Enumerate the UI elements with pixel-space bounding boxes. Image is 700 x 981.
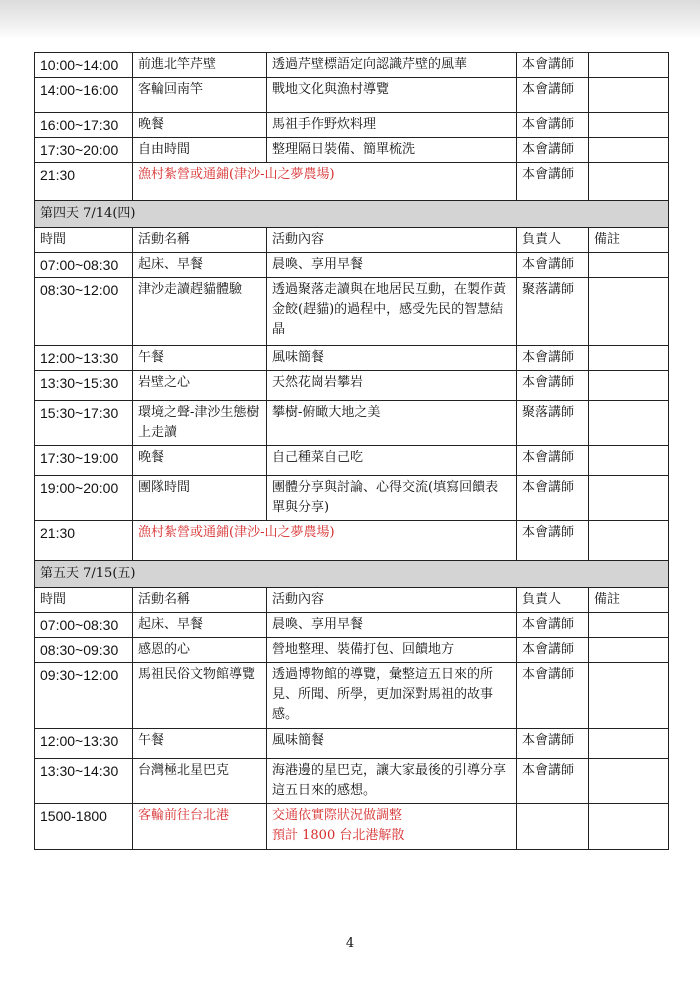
schedule-row <box>35 663 669 729</box>
note-cell <box>589 663 669 729</box>
note-cell <box>589 759 669 804</box>
note-cell <box>589 78 669 113</box>
content-cell: 自己種菜自己吃 <box>267 446 517 476</box>
schedule-row <box>35 476 669 521</box>
person-cell: 本會講師 <box>517 613 589 638</box>
header-person: 負責人 <box>517 588 589 613</box>
schedule-row <box>35 401 669 446</box>
header-content: 活動內容 <box>267 228 517 253</box>
content-cell: 風味簡餐 <box>267 729 517 759</box>
time-cell: 21:30 <box>35 521 133 561</box>
scan-top-shadow <box>0 0 700 40</box>
person-cell: 本會講師 <box>517 346 589 371</box>
schedule-row <box>35 521 669 561</box>
activity-cell: 漁村紮營或通鋪(津沙-山之夢農場) <box>133 521 517 561</box>
activity-cell: 晚餐 <box>133 113 267 138</box>
time-cell: 12:00~13:30 <box>35 346 133 371</box>
page-number: 4 <box>345 936 355 951</box>
content-cell: 風味簡餐 <box>267 346 517 371</box>
time-cell: 14:00~16:00 <box>35 78 133 113</box>
content-cell: 透過芹壁標語定向認識芹壁的風華 <box>267 53 517 78</box>
activity-cell: 自由時間 <box>133 138 267 163</box>
time-cell: 07:00~08:30 <box>35 253 133 278</box>
note-cell <box>589 53 669 78</box>
note-cell <box>589 638 669 663</box>
content-cell: 團體分享與討論、心得交流(填寫回饋表單與分享) <box>267 476 517 521</box>
day-title-row <box>35 201 669 228</box>
time-cell: 10:00~14:00 <box>35 53 133 78</box>
note-cell <box>589 729 669 759</box>
time-cell: 08:30~09:30 <box>35 638 133 663</box>
activity-cell: 漁村紮營或通鋪(津沙-山之夢農場) <box>133 163 517 201</box>
activity-cell: 馬祖民俗文物館導覽 <box>133 663 267 729</box>
content-cell: 海港邊的星巴克，讓大家最後的引導分享這五日來的感想。 <box>267 759 517 804</box>
note-cell <box>589 613 669 638</box>
time-cell: 17:30~20:00 <box>35 138 133 163</box>
person-cell: 本會講師 <box>517 446 589 476</box>
schedule-row <box>35 729 669 759</box>
schedule-row <box>35 53 669 78</box>
content-cell: 天然花崗岩攀岩 <box>267 371 517 401</box>
header-activity: 活動名稱 <box>133 228 267 253</box>
day-title: 第五天 7/15(五) <box>35 561 669 588</box>
schedule-table <box>34 52 669 850</box>
person-cell: 本會講師 <box>517 663 589 729</box>
activity-cell: 午餐 <box>133 729 267 759</box>
activity-cell: 台灣極北星巴克 <box>133 759 267 804</box>
activity-cell: 津沙走讀趕貓體驗 <box>133 278 267 346</box>
person-cell: 本會講師 <box>517 53 589 78</box>
activity-cell: 起床、早餐 <box>133 613 267 638</box>
schedule-row <box>35 759 669 804</box>
schedule-row <box>35 163 669 201</box>
note-cell <box>589 401 669 446</box>
note-cell <box>589 521 669 561</box>
time-cell: 12:00~13:30 <box>35 729 133 759</box>
time-cell: 15:30~17:30 <box>35 401 133 446</box>
schedule-row <box>35 113 669 138</box>
time-cell: 19:00~20:00 <box>35 476 133 521</box>
header-time: 時間 <box>35 588 133 613</box>
schedule-row <box>35 138 669 163</box>
activity-cell: 岩壁之心 <box>133 371 267 401</box>
header-content: 活動內容 <box>267 588 517 613</box>
activity-cell: 前進北竿芹壁 <box>133 53 267 78</box>
note-cell <box>589 371 669 401</box>
person-cell: 本會講師 <box>517 113 589 138</box>
person-cell: 本會講師 <box>517 371 589 401</box>
note-cell <box>589 278 669 346</box>
time-cell: 17:30~19:00 <box>35 446 133 476</box>
content-cell: 晨喚、享用早餐 <box>267 253 517 278</box>
day-title: 第四天 7/14(四) <box>35 201 669 228</box>
content-cell: 透過聚落走讀與在地居民互動，在製作黃金餃(趕貓)的過程中，感受先民的智慧結晶 <box>267 278 517 346</box>
schedule-row <box>35 371 669 401</box>
person-cell: 本會講師 <box>517 521 589 561</box>
day-title-row <box>35 561 669 588</box>
person-cell: 本會講師 <box>517 78 589 113</box>
note-cell <box>589 163 669 201</box>
activity-cell: 客輪前往台北港 <box>133 804 267 850</box>
note-cell <box>589 346 669 371</box>
person-cell: 本會講師 <box>517 138 589 163</box>
schedule-row <box>35 446 669 476</box>
schedule-row <box>35 804 669 850</box>
note-cell <box>589 253 669 278</box>
activity-cell: 感恩的心 <box>133 638 267 663</box>
content-cell: 晨喚、享用早餐 <box>267 613 517 638</box>
schedule-row <box>35 278 669 346</box>
note-cell <box>589 804 669 850</box>
time-cell: 1500-1800 <box>35 804 133 850</box>
person-cell <box>517 804 589 850</box>
header-time: 時間 <box>35 228 133 253</box>
person-cell: 聚落講師 <box>517 278 589 346</box>
activity-cell: 客輪回南竿 <box>133 78 267 113</box>
schedule-row <box>35 638 669 663</box>
note-cell <box>589 138 669 163</box>
time-cell: 21:30 <box>35 163 133 201</box>
content-cell: 攀樹-俯瞰大地之美 <box>267 401 517 446</box>
content-cell: 整理隔日裝備、簡單梳洗 <box>267 138 517 163</box>
content-cell: 戰地文化與漁村導覽 <box>267 78 517 113</box>
activity-cell: 環境之聲-津沙生態樹上走讀 <box>133 401 267 446</box>
schedule-row <box>35 253 669 278</box>
note-cell <box>589 476 669 521</box>
person-cell: 本會講師 <box>517 759 589 804</box>
content-cell: 交通依實際狀況做調整 預計 1800 台北港解散 <box>267 804 517 850</box>
schedule-row <box>35 346 669 371</box>
content-cell: 透過博物館的導覽，彙整這五日來的所見、所聞、所學，更加深對馬祖的故事感。 <box>267 663 517 729</box>
person-cell: 本會講師 <box>517 163 589 201</box>
note-cell <box>589 113 669 138</box>
time-cell: 13:30~14:30 <box>35 759 133 804</box>
content-cell: 營地整理、裝備打包、回饋地方 <box>267 638 517 663</box>
person-cell: 本會講師 <box>517 476 589 521</box>
schedule-row <box>35 613 669 638</box>
note-cell <box>589 446 669 476</box>
time-cell: 09:30~12:00 <box>35 663 133 729</box>
time-cell: 13:30~15:30 <box>35 371 133 401</box>
time-cell: 08:30~12:00 <box>35 278 133 346</box>
header-row <box>35 228 669 253</box>
activity-cell: 午餐 <box>133 346 267 371</box>
header-activity: 活動名稱 <box>133 588 267 613</box>
time-cell: 16:00~17:30 <box>35 113 133 138</box>
time-cell: 07:00~08:30 <box>35 613 133 638</box>
person-cell: 本會講師 <box>517 253 589 278</box>
activity-cell: 起床、早餐 <box>133 253 267 278</box>
schedule-row <box>35 78 669 113</box>
person-cell: 本會講師 <box>517 729 589 759</box>
person-cell: 聚落講師 <box>517 401 589 446</box>
header-note: 備註 <box>589 228 669 253</box>
person-cell: 本會講師 <box>517 638 589 663</box>
header-row <box>35 588 669 613</box>
activity-cell: 晚餐 <box>133 446 267 476</box>
header-note: 備註 <box>589 588 669 613</box>
header-person: 負責人 <box>517 228 589 253</box>
content-cell: 馬祖手作野炊料理 <box>267 113 517 138</box>
activity-cell: 團隊時間 <box>133 476 267 521</box>
